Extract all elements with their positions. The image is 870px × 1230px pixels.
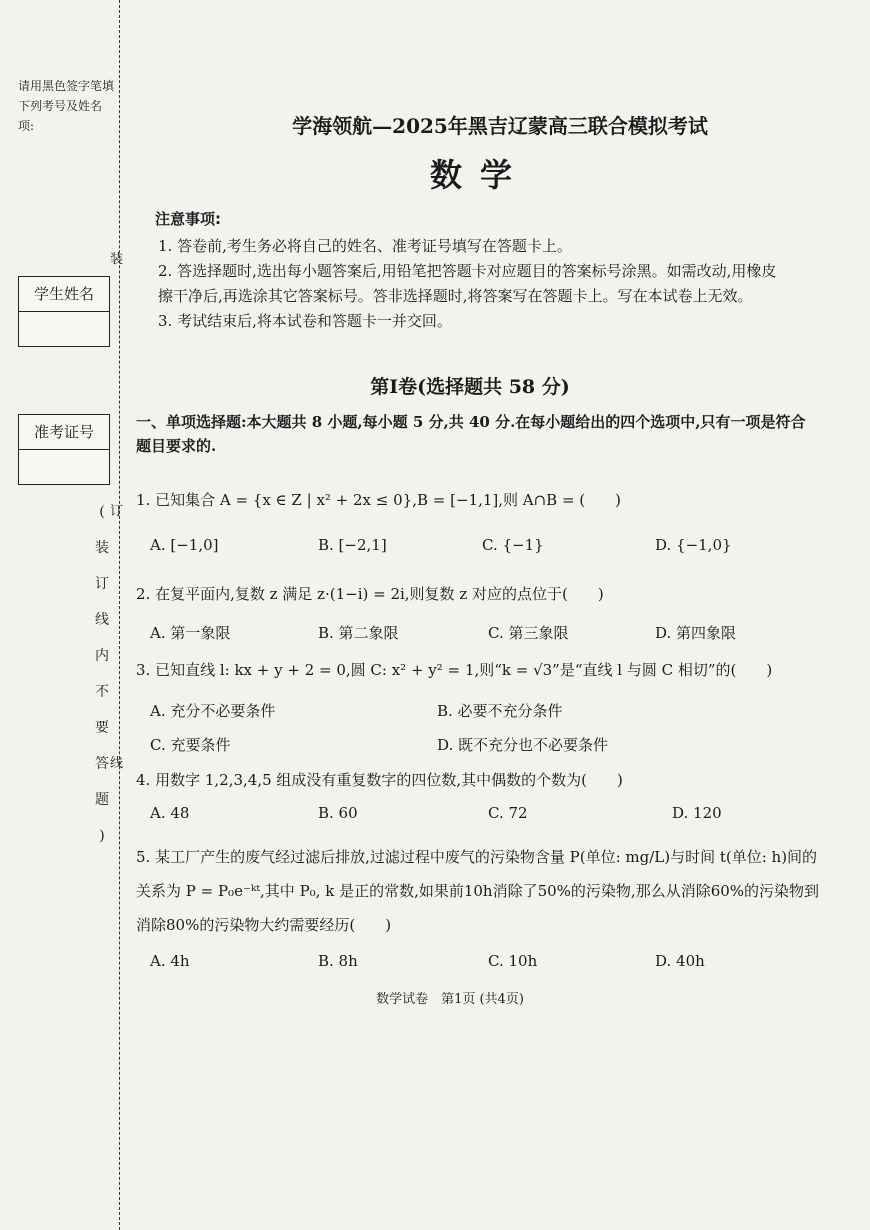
question-4-options bbox=[150, 804, 830, 828]
binding-char: 内 bbox=[95, 648, 109, 664]
binding-char: ) bbox=[99, 828, 105, 844]
binding-mark-ding: 订 bbox=[110, 504, 124, 519]
binding-mark-zhuang: 装 bbox=[110, 252, 124, 267]
part-title: 第Ⅰ卷(选择题共 58 分) bbox=[370, 376, 570, 398]
question-5: 5. 某工厂产生的废气经过滤后排放,过滤过程中废气的污染物含量 P(单位: mg/L)与时间 t(单位: h)间的关系为 P = P₀e⁻ᵏᵗ,其中 P₀, k 是正的常数,如果前10h消除了50%的污染物,那么从消除60%的污染物到消除80%的污染物大约需要经历( ) bbox=[136, 848, 820, 934]
option-b[interactable]: B. 8h bbox=[318, 952, 358, 970]
exam-id-field[interactable] bbox=[19, 450, 109, 484]
question-1-options bbox=[150, 536, 830, 560]
binding-char: ( bbox=[99, 504, 105, 520]
exam-id-label: 准考证号 bbox=[19, 415, 109, 450]
option-d[interactable]: D. 第四象限 bbox=[655, 624, 737, 642]
option-b[interactable]: B. [−2,1] bbox=[318, 536, 387, 554]
student-name-box bbox=[18, 276, 110, 347]
notice-item: 3. 考试结束后,将本试卷和答题卡一并交回。 bbox=[158, 312, 452, 330]
notice-list bbox=[158, 234, 778, 334]
option-a[interactable]: A. 48 bbox=[150, 804, 190, 822]
option-b[interactable]: B. 必要不充分条件 bbox=[437, 702, 563, 720]
binding-char: 装 bbox=[95, 540, 109, 556]
option-c[interactable]: C. 充要条件 bbox=[150, 736, 231, 754]
notice-item: 2. 答选择题时,选出每小题答案后,用铅笔把答题卡对应题目的答案标号涂黑。如需改动,用橡皮擦干净后,再选涂其它答案标号。答非选择题时,将答案写在答题卡上。写在本试卷上无效。 bbox=[158, 262, 777, 305]
binding-char: 答 bbox=[95, 756, 109, 772]
option-c[interactable]: C. 10h bbox=[488, 952, 538, 970]
option-d[interactable]: D. 40h bbox=[655, 952, 705, 970]
student-name-field[interactable] bbox=[19, 312, 109, 346]
binding-char: 题 bbox=[95, 792, 109, 808]
binding-char: 订 bbox=[95, 576, 109, 592]
exam-id-box bbox=[18, 414, 110, 485]
question-2: 2. 在复平面内,复数 z 满足 z·(1−i) = 2i,则复数 z 对应的点位于( ) bbox=[136, 585, 604, 603]
binding-mark-xian: 线 bbox=[110, 756, 124, 771]
binding-char: 不 bbox=[95, 684, 109, 700]
question-1: 1. 已知集合 A = {x ∈ Z | x² + 2x ≤ 0},B = [−1,1],则 A∩B = ( ) bbox=[136, 491, 622, 509]
option-d[interactable]: D. 既不充分也不必要条件 bbox=[437, 736, 609, 754]
question-5-options bbox=[150, 952, 830, 976]
option-b[interactable]: B. 60 bbox=[318, 804, 358, 822]
option-d[interactable]: D. 120 bbox=[672, 804, 722, 822]
question-3: 3. 已知直线 l: kx + y + 2 = 0,圆 C: x² + y² = 1,则“k = √3”是“直线 l 与圆 C 相切”的( ) bbox=[136, 661, 773, 679]
page-footer: 数学试卷 第1页 (共4页) bbox=[376, 992, 524, 1007]
option-c[interactable]: C. {−1} bbox=[482, 536, 544, 554]
question-4: 4. 用数字 1,2,3,4,5 组成没有重复数字的四位数,其中偶数的个数为( ) bbox=[136, 771, 623, 789]
student-name-label: 学生姓名 bbox=[19, 277, 109, 312]
binding-vertical-text bbox=[92, 494, 112, 854]
exam-title: 学海领航—2025年黑吉辽蒙高三联合模拟考试 bbox=[292, 114, 708, 138]
option-d[interactable]: D. {−1,0} bbox=[655, 536, 732, 554]
section-heading: 一、单项选择题:本大题共 8 小题,每小题 5 分,共 40 分.在每小题给出的四个选项中,只有一项是符合题目要求的. bbox=[136, 413, 806, 455]
notice-heading: 注意事项: bbox=[155, 210, 221, 228]
option-a[interactable]: A. 第一象限 bbox=[150, 624, 231, 642]
option-b[interactable]: B. 第二象限 bbox=[318, 624, 399, 642]
subject-title: 数学 bbox=[429, 156, 530, 194]
question-3-options-row2 bbox=[150, 734, 830, 758]
option-c[interactable]: C. 第三象限 bbox=[488, 624, 569, 642]
option-a[interactable]: A. [−1,0] bbox=[150, 536, 219, 554]
notice-item: 1. 答卷前,考生务必将自己的姓名、准考证号填写在答题卡上。 bbox=[158, 237, 572, 255]
option-c[interactable]: C. 72 bbox=[488, 804, 528, 822]
question-3-options-row1 bbox=[150, 700, 830, 724]
option-a[interactable]: A. 充分不必要条件 bbox=[150, 702, 276, 720]
binding-dashed-line bbox=[119, 0, 120, 1230]
binding-char: 要 bbox=[95, 720, 109, 736]
sidebar-instruction: 请用黑色签字笔填下列考号及姓名项: bbox=[18, 79, 115, 133]
option-a[interactable]: A. 4h bbox=[150, 952, 190, 970]
binding-char: 线 bbox=[95, 612, 109, 628]
question-2-options bbox=[150, 622, 830, 646]
